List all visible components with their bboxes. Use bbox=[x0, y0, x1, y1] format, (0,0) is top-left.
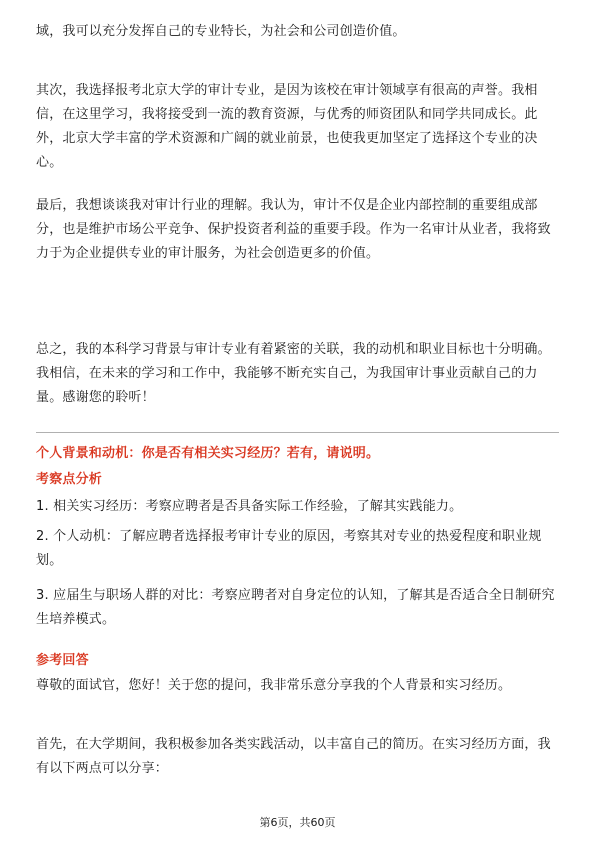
question-title: 个人背景和动机：你是否有相关实习经历？若有，请说明。 bbox=[36, 446, 380, 461]
paragraph-second: 其次，我选择报考北京大学的审计专业，是因为该校在审计领域享有很高的声誉。我相信，在这里学习，我将接受到一流的教育资源，与优秀的师资团队和同学共同成长。此外，北京大学丰富的学术资源和广阔的就业前景，也使我更加坚定了选择这个专业的决心。 bbox=[36, 83, 538, 170]
analysis-heading: 考察点分析 bbox=[36, 472, 103, 487]
analysis-point-3: 3. 应届生与职场人群的对比：考察应聘者对自身定位的认知，了解其是否适合全日制研究生培养模式。 bbox=[36, 588, 555, 627]
answer-heading: 参考回答 bbox=[36, 653, 89, 668]
paragraph-third: 最后，我想谈谈我对审计行业的理解。我认为，审计不仅是企业内部控制的重要组成部分，也是维护市场公平竞争、保护投资者利益的重要手段。作为一名审计从业者，我将致力于为企业提供专业的审计服务，为社会创造更多的价值。 bbox=[36, 198, 551, 261]
analysis-point-1: 1. 相关实习经历：考察应聘者是否具备实际工作经验，了解其实践能力。 bbox=[36, 499, 463, 514]
paragraph-intro-end: 域，我可以充分发挥自己的专业特长，为社会和公司创造价值。 bbox=[36, 24, 406, 39]
analysis-point-2: 2. 个人动机：了解应聘者选择报考审计专业的原因，考察其对专业的热爱程度和职业规划。 bbox=[36, 529, 542, 568]
answer-paragraph-2: 首先，在大学期间，我积极参加各类实践活动，以丰富自己的简历。在实习经历方面，我有以下两点可以分享： bbox=[36, 737, 551, 776]
page-number: 第6页，共60页 bbox=[259, 816, 336, 829]
section-divider bbox=[36, 432, 559, 433]
paragraph-conclusion: 总之，我的本科学习背景与审计专业有着紧密的关联，我的动机和职业目标也十分明确。我相信，在未来的学习和工作中，我能够不断充实自己，为我国审计事业贡献自己的力量。感谢您的聆听！ bbox=[36, 342, 551, 405]
answer-paragraph-1: 尊敬的面试官，您好！关于您的提问，我非常乐意分享我的个人背景和实习经历。 bbox=[36, 678, 512, 693]
